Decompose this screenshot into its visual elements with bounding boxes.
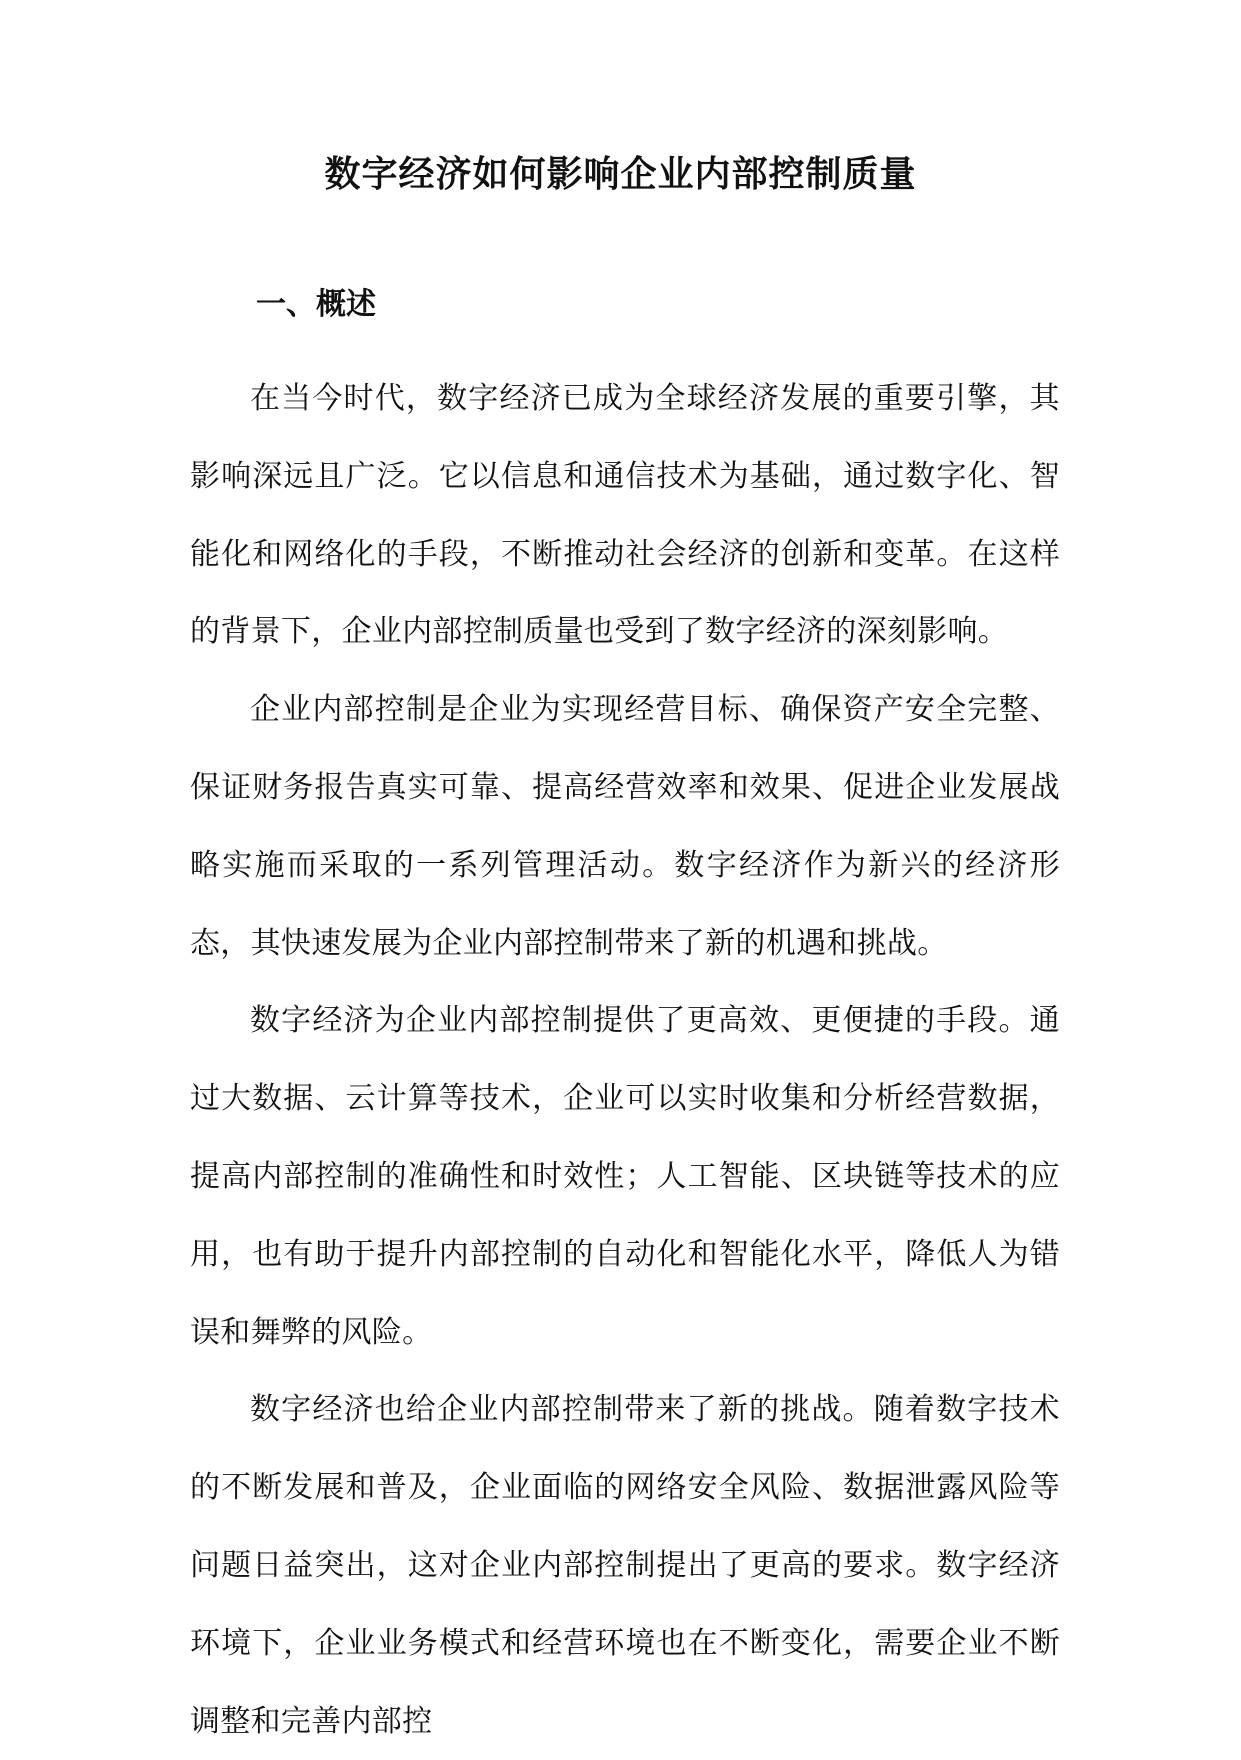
paragraph: 在当今时代，数字经济已成为全球经济发展的重要引擎，其影响深远且广泛。它以信息和通信技术为基础，通过数字化、智能化和网络化的手段，不断推动社会经济的创新和变革。在这样的背景下，企业内部控制质量也受到了数字经济的深刻影响。 — [190, 381, 1060, 650]
section-heading: 一、概述 — [256, 287, 376, 322]
document-title: 数字经济如何影响企业内部控制质量 — [324, 154, 917, 195]
paragraph: 数字经济为企业内部控制提供了更高效、更便捷的手段。通过大数据、云计算等技术，企业可以实时收集和分析经营数据，提高内部控制的准确性和时效性；人工智能、区块链等技术的应用，也有助于提升内部控制的自动化和智能化水平，降低人为错误和舞弊的风险。 — [190, 1003, 1060, 1350]
paragraph: 企业内部控制是企业为实现经营目标、确保资产安全完整、保证财务报告真实可靠、提高经营效率和效果、促进企业发展战略实施而采取的一系列管理活动。数字经济作为新兴的经济形态，其快速发展为企业内部控制带来了新的机遇和挑战。 — [190, 692, 1060, 961]
body-text — [190, 360, 1060, 1760]
paragraph: 数字经济也给企业内部控制带来了新的挑战。随着数字技术的不断发展和普及，企业面临的网络安全风险、数据泄露风险等问题日益突出，这对企业内部控制提出了更高的要求。数字经济环境下，企业业务模式和经营环境也在不断变化，需要企业不断调整和完善内部控 — [190, 1392, 1060, 1739]
